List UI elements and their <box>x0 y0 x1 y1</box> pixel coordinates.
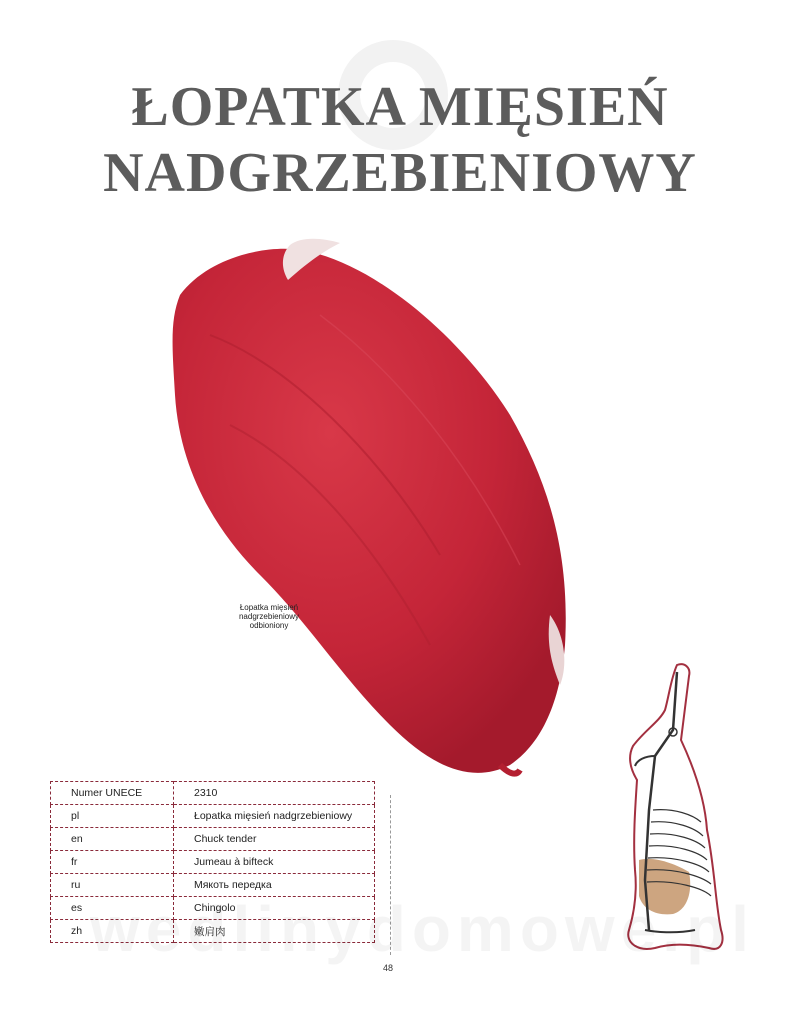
row-value: Łopatka mięsień nadgrzebieniowy <box>174 805 375 828</box>
row-value: Jumeau à bifteck <box>174 851 375 874</box>
table-row <box>51 805 375 828</box>
row-value: 嫩肩肉 <box>174 920 375 943</box>
row-key: pl <box>51 805 174 828</box>
row-value: Мякоть передка <box>174 874 375 897</box>
row-key: es <box>51 897 174 920</box>
row-key: fr <box>51 851 174 874</box>
row-key: zh <box>51 920 174 943</box>
caption-line-2: nadgrzebieniowy <box>238 612 300 621</box>
table-row <box>51 851 375 874</box>
title-line-1: ŁOPATKA MIĘSIEŃ <box>131 76 669 138</box>
caption-line-3: odbioniony <box>249 621 289 630</box>
page-title <box>0 74 800 206</box>
table-row <box>51 782 375 805</box>
caption-line-1: Łopatka mięsień <box>239 603 299 612</box>
row-key: Numer UNECE <box>51 782 174 805</box>
meat-cut-image <box>140 225 600 785</box>
title-line-2: NADGRZEBIENIOWY <box>103 142 697 204</box>
row-value: Chingolo <box>174 897 375 920</box>
image-caption <box>210 603 328 630</box>
page-number: 48 <box>383 963 394 973</box>
row-value: Chuck tender <box>174 828 375 851</box>
table-row <box>51 828 375 851</box>
row-key: en <box>51 828 174 851</box>
watermark-text <box>90 892 790 966</box>
row-value: 2310 <box>174 782 375 805</box>
row-key: ru <box>51 874 174 897</box>
